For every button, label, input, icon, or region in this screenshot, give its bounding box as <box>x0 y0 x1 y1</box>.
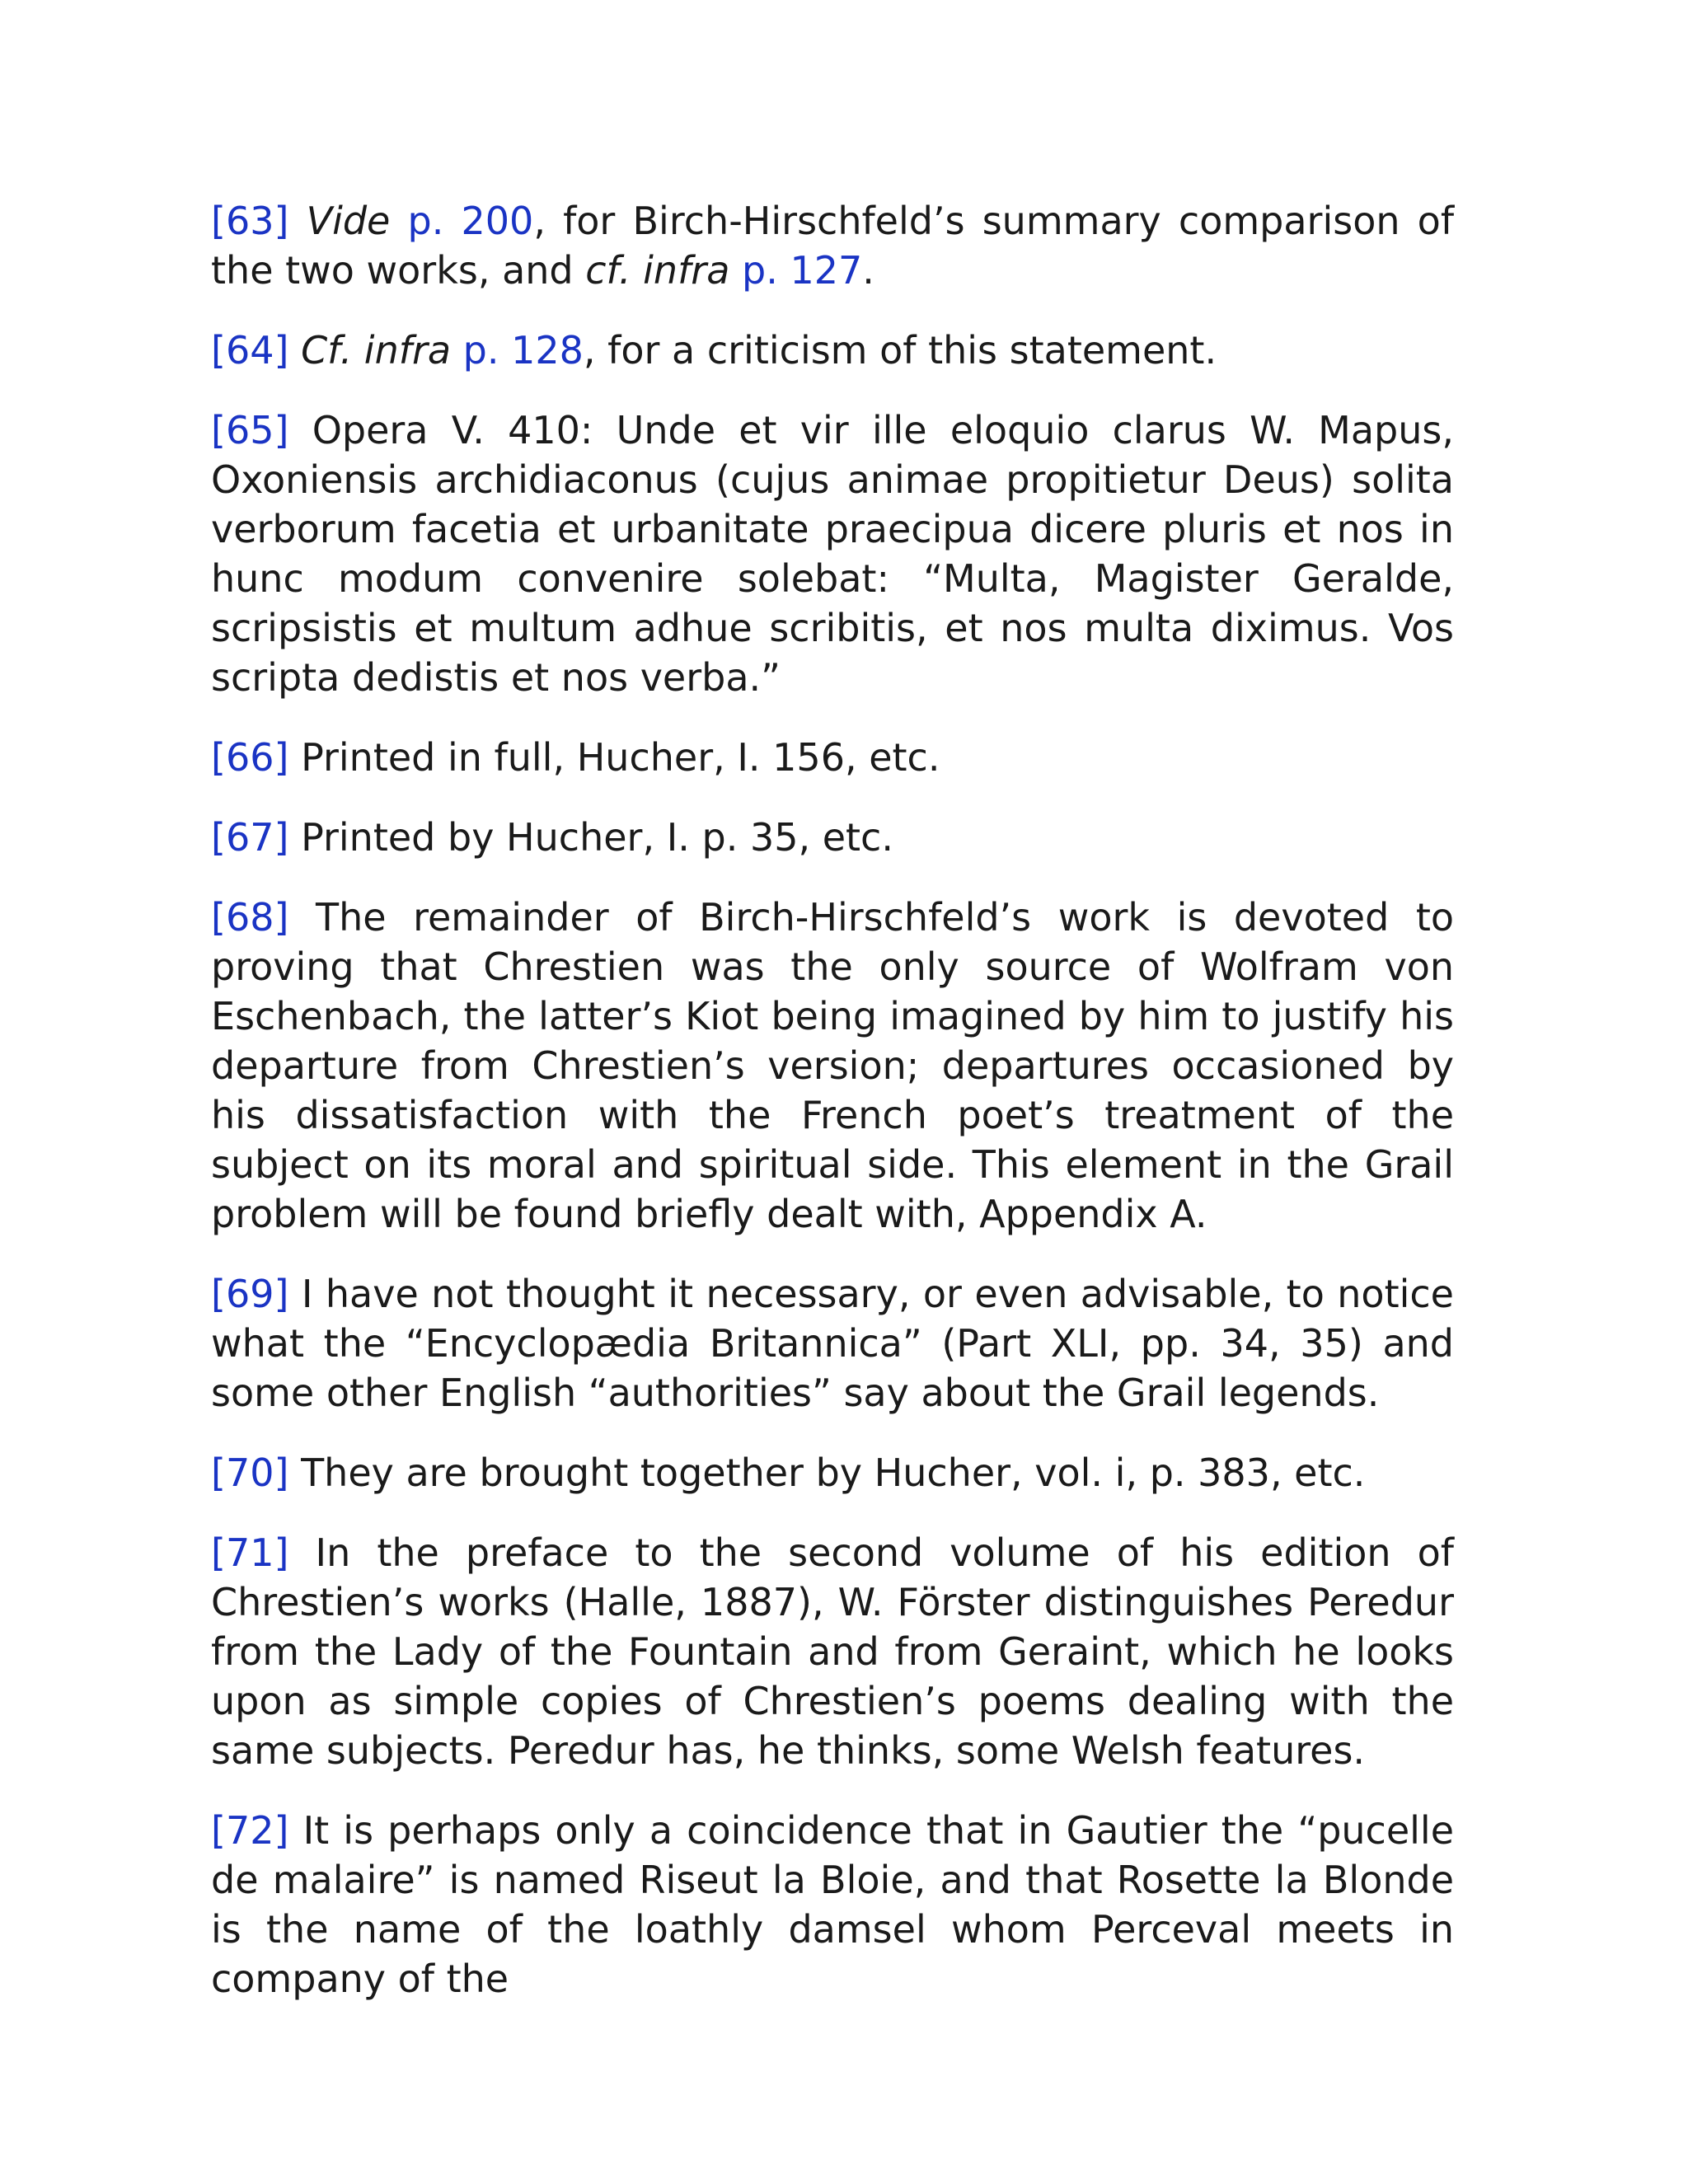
footnote <box>211 326 1454 375</box>
footnote-ref-link[interactable]: [67] <box>211 815 289 860</box>
footnote-text: The remainder of Birch-Hirschfeld’s work is devoted to proving that Chrestien was the only source of Wolfram von Eschenbach, the latter’s Kiot being imagined by him to justify his departure from Chrestien’s version; departures occasioned by his dissatisfaction with the French poet’s treatment of the subject on its moral and spiritual side. This element in the Grail problem will be found briefly dealt with, Appendix A. <box>211 895 1454 1236</box>
footnote <box>211 405 1454 702</box>
footnote-ref-link[interactable]: [68] <box>211 895 289 940</box>
footnote <box>211 1269 1454 1418</box>
italic-text: Cf. infra <box>301 328 452 373</box>
footnote-text <box>301 328 1217 373</box>
footnote-ref-link[interactable]: [72] <box>211 1808 289 1853</box>
footnote <box>211 1806 1454 2004</box>
italic-text: Vide <box>306 199 391 243</box>
footnote-ref-link[interactable]: [64] <box>211 328 289 373</box>
footnote-ref-link[interactable]: [70] <box>211 1451 289 1495</box>
footnote <box>211 1448 1454 1497</box>
page-link[interactable]: p. 128 <box>462 328 584 373</box>
footnote-text: I have not thought it necessary, or even advisable, to notice what the “Encyclopædia Britannica” (Part XLI, pp. 34, 35) and some other English “authorities” say about the Grail legends. <box>211 1272 1454 1415</box>
text-span: . <box>862 248 874 293</box>
footnote-text: Printed in full, Hucher, I. 156, etc. <box>301 735 940 780</box>
footnote <box>211 813 1454 862</box>
footnote-ref-link[interactable]: [65] <box>211 408 289 452</box>
footnote <box>211 196 1454 295</box>
footnote <box>211 1528 1454 1775</box>
page-link[interactable]: p. 127 <box>742 248 863 293</box>
footnote-text: Printed by Hucher, I. p. 35, etc. <box>301 815 893 860</box>
footnote <box>211 733 1454 782</box>
footnote-text: It is perhaps only a coincidence that in Gautier the “pucelle de malaire” is named Riseut la Bloie, and that Rosette la Blonde is the name of the loathly damsel whom Perceval meets in company of the <box>211 1808 1455 2001</box>
text-span: , for Birch-Hirschfeld’s summary comparison of the two works, and <box>211 199 1455 293</box>
footnotes-page <box>211 196 1454 2034</box>
footnote-ref-link[interactable]: [69] <box>211 1272 289 1316</box>
text-span <box>451 328 463 373</box>
footnote-ref-link[interactable]: [63] <box>211 199 289 243</box>
footnote-text: They are brought together by Hucher, vol. i, p. 383, etc. <box>301 1451 1366 1495</box>
text-span <box>390 199 407 243</box>
footnote <box>211 893 1454 1239</box>
text-span: , for a criticism of this statement. <box>583 328 1217 373</box>
italic-text: cf. infra <box>585 248 730 293</box>
page-link[interactable]: p. 200 <box>407 199 534 243</box>
footnote-ref-link[interactable]: [71] <box>211 1530 289 1575</box>
footnote-text: Opera V. 410: Unde et vir ille eloquio clarus W. Mapus, Oxoniensis archidiaconus (cujus animae propitietur Deus) solita verborum facetia et urbanitate praecipua dicere pluris et nos in hunc modum convenire solebat: “Multa, Magister Geralde, scripsistis et multum adhue scribitis, et nos multa diximus. Vos scripta dedistis et nos verba.” <box>211 408 1454 700</box>
text-span <box>729 248 742 293</box>
footnote-text <box>211 199 1454 293</box>
footnote-ref-link[interactable]: [66] <box>211 735 289 780</box>
footnote-text: In the preface to the second volume of his edition of Chrestien’s works (Halle, 1887), W. Förster distinguishes Peredur from the Lady of the Fountain and from Geraint, which he looks upon as simple copies of Chrestien’s poems dealing with the same subjects. Peredur has, he thinks, some Welsh features. <box>211 1530 1454 1773</box>
